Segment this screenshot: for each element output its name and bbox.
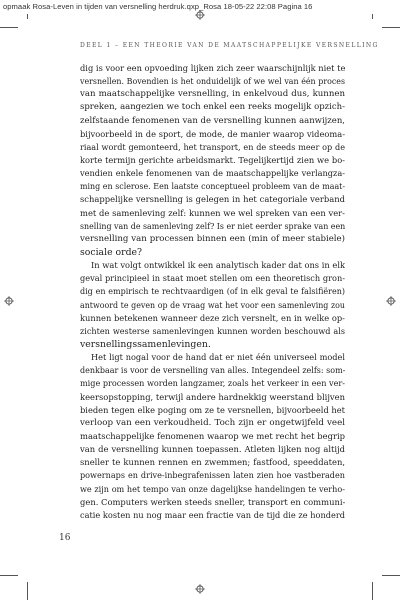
text-line: catie kosten nu nog maar een fractie van de tijd die ze honderd [80, 509, 345, 520]
paragraph [80, 351, 345, 522]
crop-mark-bottom-right-h [382, 575, 400, 576]
text-line: versnellen. Bovendien is het onduidelijk of we wel van één proces [80, 77, 345, 87]
text-line: zelfstaande fenomenen van de versnelling kunnen aanwijzen, [80, 115, 345, 126]
paragraph [80, 62, 345, 259]
crop-mark-top-right-v [372, 14, 373, 19]
text-line: sociale orde? [80, 246, 143, 258]
text-line: mige processen worden langzamer, zoals het verkeer in een ver- [80, 378, 345, 389]
crop-mark-top-right-h [382, 27, 400, 28]
text-line: In wat volgt ontwikkel ik een analytisch kader dat ons in elk [91, 260, 345, 271]
text-line: verloop van een verkoudheid. Toch zijn er ongetwijfeld veel [80, 417, 345, 428]
registration-mark-left-icon [4, 296, 14, 306]
running-head: DEEL 1 – EEN THEORIE VAN DE MAATSCHAPPELIJKE VERSNELLING [80, 42, 379, 49]
crop-mark-bottom-left-v [27, 582, 28, 600]
print-slug: opmaak Rosa-Leven in tijden van versnelling herdruk.qxp_Rosa 18-05-22 22:08 Pagina 16 [3, 2, 313, 11]
body-text [80, 62, 345, 522]
text-line: we zijn om het tempo van onze dagelijkse handelingen te verho- [80, 483, 345, 494]
text-line: versnellingssamenlevingen. [80, 338, 211, 350]
registration-mark-top-icon [195, 10, 205, 20]
text-line: antwoord te geven op de vraag wat het voor een samenleving zou [80, 300, 345, 310]
text-line: bieden tegen elke poging om ze te versnellen, bijvoorbeeld het [80, 404, 345, 415]
text-line: met de samenleving zelf: kunnen we wel spreken van een ver- [80, 207, 345, 218]
crop-mark-top-left-h [0, 27, 18, 28]
crop-mark-bottom-right-v [372, 582, 373, 600]
text-line: korte termijn gerichte arbeidsmarkt. Tegelijkertijd zien we bo- [80, 154, 345, 165]
text-line: denkbaar is voor de versnelling van alles. Integendeel zelfs: som- [80, 366, 345, 376]
text-line: versnelling van processen binnen een (min of meer stabiele) [80, 233, 345, 244]
text-line: dig is voor een opvoeding lijken zich zeer waarschijnlijk niet te [80, 63, 345, 73]
text-line: sneller te kunnen rennen en zwemmen; fastfood, speeddaten, [80, 457, 345, 468]
text-line: bijvoorbeeld in de sport, de mode, de manier waarop videoma- [80, 128, 345, 139]
text-line: ming en sclerose. Een laatste conceptueel probleem van de maat- [80, 182, 345, 192]
text-line: zichten westerse samenlevingen kunnen worden beschouwd als [80, 325, 345, 336]
text-line: kunnen betekenen wanneer deze zich versnelt, en in welke op- [80, 312, 345, 323]
registration-mark-right-icon [386, 296, 396, 306]
text-line: keersopstopping, terwijl andere hardnekkig weerstand blijven [80, 391, 345, 402]
text-line: powernaps en drive-inbegrafenissen laten zien hoe vastberaden [80, 470, 345, 481]
text-line: riaal wordt gemonteerd, het transport, en de steeds meer op de [80, 141, 345, 152]
text-line: schappelijke versnelling is gelegen in het categoriale verband [80, 194, 345, 205]
text-line: spreken, aangezien we toch enkel een reeks mogelijk opzich- [80, 102, 345, 113]
paragraph [80, 259, 345, 351]
text-line: geval principieel in staat moet stellen om een theoretisch gron- [80, 273, 345, 284]
text-line: van maatschappelijke versnelling, in enkelvoud dus, kunnen [80, 89, 345, 100]
crop-mark-bottom-left-h [0, 575, 18, 576]
crop-mark-top-left-v [27, 14, 28, 19]
text-line: maatschappelijke fenomenen waarop we met recht het begrip [80, 430, 345, 441]
text-line: van de versnelling kunnen toepassen. Atleten lijken nog altijd [80, 444, 345, 455]
text-line: gen. Computers werken steeds sneller, transport en communi- [80, 496, 345, 507]
page-number: 16 [59, 533, 71, 543]
text-line: dig en empirisch te rechtvaardigen (of in elk geval te falsifiëren) [80, 287, 345, 297]
registration-mark-bottom-icon [195, 584, 205, 594]
text-line: Het ligt nogal voor de hand dat er niet één universeel model [91, 352, 345, 363]
text-line: vendien enkele fenomenen van de maatschappelijke verlangza- [80, 168, 345, 179]
text-line: snelling van de samenleving zelf? Is er niet eerder sprake van een [80, 221, 345, 231]
